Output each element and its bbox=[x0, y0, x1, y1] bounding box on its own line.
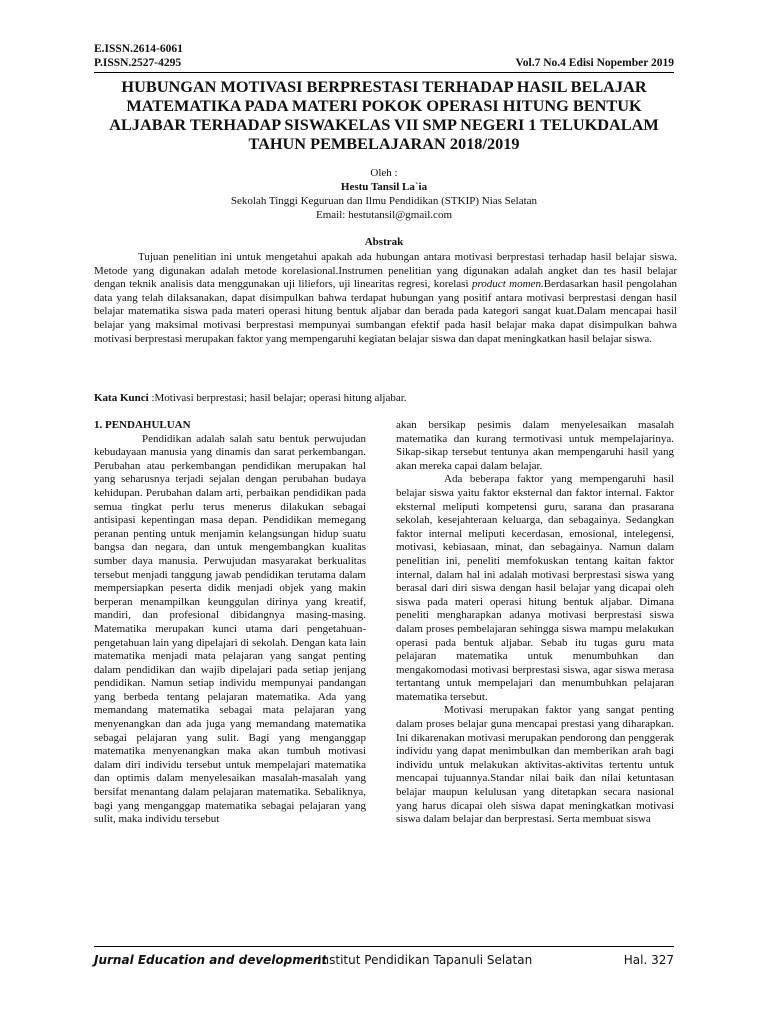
keywords-label: Kata Kunci bbox=[94, 392, 149, 404]
footer-journal-name: Jurnal Education and development bbox=[94, 953, 328, 967]
volume-info: Vol.7 No.4 Edisi Nopember 2019 bbox=[515, 57, 674, 69]
abstract-part-1: Tujuan penelitian ini untuk mengetahui apakah ada hubungan antara motivasi berprestasi terhadap hasil belajar siswa. Metode yang digunakan adalah metode korelasional.Instrumen penelitian yang digunakan adalah angket dan tes hasil belajar dengan teknik analisis data menggunakan uji liliefors, uji linearitas regresi, korelasi bbox=[94, 251, 677, 291]
author-affiliation: Sekolah Tinggi Keguruan dan Ilmu Pendidikan (STKIP) Nias Selatan bbox=[230, 195, 538, 207]
paper-title: HUBUNGAN MOTIVASI BERPRESTASI TERHADAP HASIL BELAJAR MATEMATIKA PADA MATERI POKOK OPERASI HITUNG BENTUK ALJABAR TERHADAP SISWAKELAS VII SMP NEGERI 1 TELUKDALAM TAHUN PEMBELAJARAN 2018/2019 bbox=[109, 77, 659, 153]
abstract-part-2: Berdasarkan hasil pengolahan data yang telah dilaksanakan, dapat disimpulkan bahwa terdapat hubungan yang positif antara motivasi berprestasi dengan hasil belajar matematika siswa pada materi operasi hitung bentuk aljabar dan berada pada kategori sangat kuat.Dalam mencapai hasil belajar yang maksimal motivasi berprestasi mempunyai sumbangan efektif pada hasil belajar maka dapat disimpulkan bahwa motivasi berprestasi merupakan faktor yang mempengaruhi kegiatan belajar siswa dan dapat meningkatkan hasil belajar siswa. bbox=[94, 278, 678, 345]
byline-oleh: Oleh : bbox=[370, 167, 398, 179]
abstract-text bbox=[94, 251, 677, 346]
body-paragraph: Pendidikan adalah salah satu bentuk perwujudan kebudayaan manusia yang dinamis dan sarat perkembangan. Perubahan atau perkembangan pendidikan merupakan hal yang seharusnya terjadi sejalan dengan perubahan budaya kehidupan. Perubahan dalam arti, perbaikan pendidikan pada semua tingkat perlu terus menerus dilakukan sebagai antisipasi kepentingan masa depan. Pendidikan memegang peranan penting untuk menjamin kelangsungan hidup suatu bangsa dan negara, dan untuk mengembangkan kualitas sumber daya manusia. Perwujudan masyarakat berkualitas tersebut menjadi tanggung jawab pendidikan terutama dalam mempersiapkan peserta didik menjadi objek yang makin berperan menampilkan keunggulan dirinya yang kreatif, mandiri, dan profesional dibidangnya masing-masing. Matematika merupakan kunci utama dari pengetahuan-pengetahuan lain yang dipelajari di sekolah. Dengan kata lain matematika menjadi mata pelajaran yang sangat penting dalam pendidikan dan wajib dipelajari pada setiap jenjang pendidikan. Namun setiap individu mempunyai pandangan yang berbeda tentang pelajaran matematika. Ada yang memandang matematika sebagai mata pelajaran yang menyenangkan dan ada juga yang memandang matematika sebagai pelajaran yang sulit. Bagi yang menganggap matematika menyenangkan maka akan tumbuh motivasi dalam diri individu tersebut untuk mempelajari matematika dan optimis dalam menyelesaikan masalah-masalah yang bersifat menantang dalam pelajaran matematika. Sebaliknya, bagi yang menganggap matematika sebagai pelajaran yang sulit, maka individu tersebut bbox=[94, 432, 366, 826]
page-number: Hal. 327 bbox=[623, 953, 674, 967]
keywords bbox=[94, 392, 677, 405]
body-paragraph: Ada beberapa faktor yang mempengaruhi hasil belajar siswa yaitu faktor eksternal dan faktor internal. Faktor eksternal meliputi kompetensi guru, sarana dan prasarana sekolah, kesejahteraan keluarga, dan sebagainya. Sedangkan faktor internal meliputi kecerdasan, emosional, intelegensi, motivasi, kebiasaan, minat, dan sebagainya. Namun dalam penelitian ini, peneliti memfokuskan tentang kaitan faktor internal, dalam hal ini adalah motivasi berprestasi siswa yang berasal dari diri siswa dengan hasil belajar yang dicapai oleh siswa pada materi operasi hitung bentuk aljabar. Dimana peneliti mengharapkan adanya motivasi berprestasi siswa dalam proses pembelajaran sehingga siswa mampu melakukan operasi pada bentuk aljabar. Sebab itu tugas guru mata pelajaran matematika untuk menumbuhkan dan mengakomodasi motivasi berprestasi siswa, agar siswa merasa tertantang untuk mempelajari dan menumbuhkan pelajaran matematika tersebut. bbox=[396, 473, 674, 703]
eissn: E.ISSN.2614-6061 bbox=[94, 43, 183, 55]
pissn: P.ISSN.2527-4295 bbox=[94, 57, 182, 69]
author-email: Email: hestutansil@gmail.com bbox=[316, 209, 452, 221]
body-paragraph: Motivasi merupakan faktor yang sangat penting dalam proses belajar guna mencapai prestasi yang diharapkan. Ini dikarenakan motivasi merupakan pendorong dan penggerak individu yang dapat menimbulkan dan memberikan arah bagi individu untuk melakukan aktivitas-aktivitas tertentu untuk mencapai tujuannya.Standar nilai baik dan nilai ketuntasan belajar maupun kelulusan yang ditetapkan secara nasional yang harus dicapai oleh siswa dapat meningkatkan motivasi siswa dalam belajar dan berprestasi. Serta membuat siswa bbox=[396, 704, 674, 826]
abstract-heading: Abstrak bbox=[364, 236, 404, 248]
abstract-italic-term: product momen. bbox=[471, 278, 544, 291]
left-column bbox=[94, 419, 366, 827]
header-rule bbox=[94, 72, 674, 73]
footer-institute: Institut Pendidikan Tapanuli Selatan bbox=[318, 953, 533, 967]
right-column bbox=[396, 419, 674, 827]
footer-rule bbox=[94, 946, 674, 947]
section-heading: 1. PENDAHULUAN bbox=[94, 419, 191, 431]
author-name: Hestu Tansil La`ia bbox=[340, 181, 428, 193]
body-paragraph: akan bersikap pesimis dalam menyelesaikan masalah matematika dan kurang termotivasi untuk mempelajarinya. Sikap-sikap tersebut tentunya akan mempengaruhi hasil yang akan mereka capai dalam belajar. bbox=[396, 419, 674, 472]
keywords-text: :Motivasi berprestasi; hasil belajar; operasi hitung aljabar. bbox=[151, 392, 407, 404]
